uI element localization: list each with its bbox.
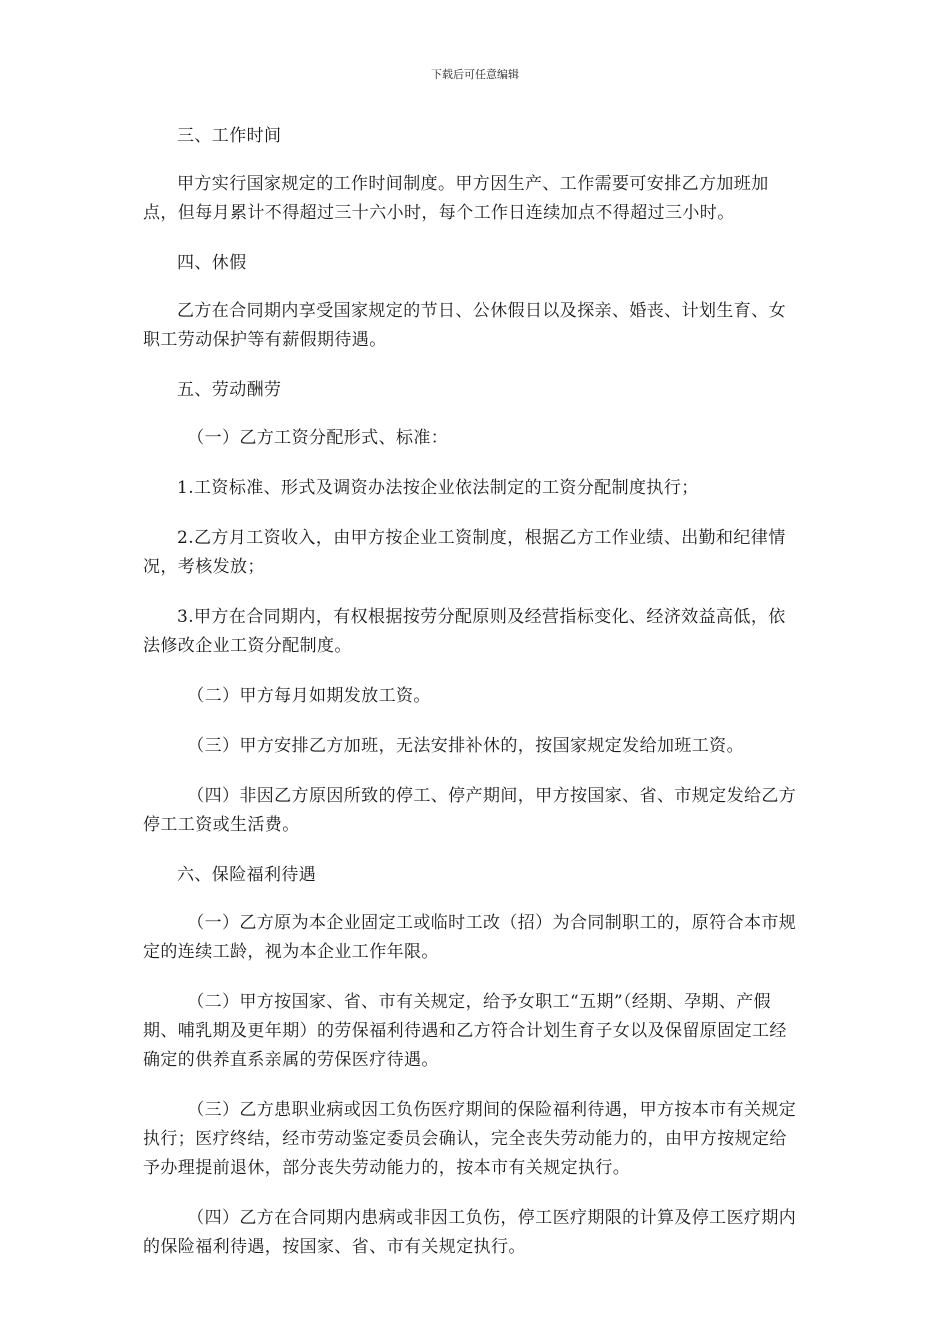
header-note: 下载后可任意编辑 xyxy=(431,68,519,81)
numbered-item: 1.工资标准、形式及调资办法按企业依法制定的工资分配制度执行； xyxy=(177,478,699,498)
paragraph: 乙方在合同期内享受国家规定的节日、公休假日以及探亲、婚丧、计划生育、女职工劳动保护等有薪假期待遇。 xyxy=(143,301,786,350)
section-heading-insurance-welfare: 六、保险福利待遇 xyxy=(177,865,317,885)
section-heading-leave: 四、休假 xyxy=(177,253,247,273)
clause-item: （四）非因乙方原因所致的停工、停产期间，甲方按国家、省、市规定发给乙方停工工资或生活费。 xyxy=(143,786,797,835)
clause-item: （二）甲方按国家、省、市有关规定，给予女职工“五期”（经期、孕期、产假期、哺乳期及更年期）的劳保福利待遇和乙方符合计划生育子女以及保留原固定工经确定的供养直系亲属的劳保医疗待遇。 xyxy=(143,992,787,1070)
clause-item: （一）乙方原为本企业固定工或临时工改（招）为合同制职工的，原符合本市规定的连续工龄，视为本企业工作年限。 xyxy=(143,913,797,962)
section-heading-work-hours: 三、工作时间 xyxy=(177,126,282,146)
paragraph: 甲方实行国家规定的工作时间制度。甲方因生产、工作需要可安排乙方加班加点，但每月累计不得超过三十六小时，每个工作日连续加点不得超过三小时。 xyxy=(143,174,769,223)
clause-item: （三）乙方患职业病或因工负伤医疗期间的保险福利待遇，甲方按本市有关规定执行；医疗终结，经市劳动鉴定委员会确认，完全丧失劳动能力的，由甲方按规定给予办理提前退休，部分丧失劳动能力的，按本市有关规定执行。 xyxy=(143,1100,797,1178)
numbered-item: 2.乙方月工资收入，由甲方按企业工资制度，根据乙方工作业绩、出勤和纪律情况，考核发放； xyxy=(143,528,786,577)
clause-item: （二）甲方每月如期发放工资。 xyxy=(187,686,431,706)
clause-item: （四）乙方在合同期内患病或非因工负伤，停工医疗期限的计算及停工医疗期内的保险福利待遇，按国家、省、市有关规定执行。 xyxy=(143,1208,797,1257)
clause-item: （一）乙方工资分配形式、标准： xyxy=(187,428,449,448)
section-heading-remuneration: 五、劳动酬劳 xyxy=(177,380,282,400)
document-body xyxy=(143,122,803,1283)
clause-item: （三）甲方安排乙方加班，无法安排补休的，按国家规定发给加班工资。 xyxy=(187,736,744,756)
numbered-item: 3.甲方在合同期内，有权根据按劳分配原则及经营指标变化、经济效益高低，依法修改企业工资分配制度。 xyxy=(143,607,786,656)
